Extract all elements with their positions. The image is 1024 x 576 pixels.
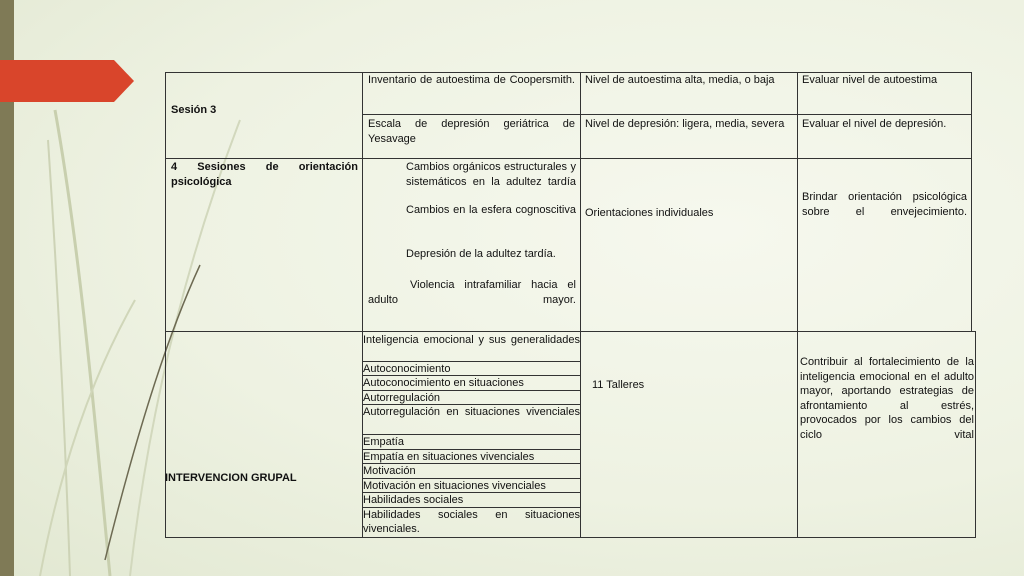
- orientation-purpose: Brindar orientación psicológica sobre el envejecimiento.: [802, 191, 967, 218]
- session3-row2-purpose: Evaluar el nivel de depresión.: [802, 118, 947, 130]
- session3-row1-purpose: Evaluar nivel de autoestima: [802, 74, 938, 86]
- group-topic-7: Empatía en situaciones vivenciales: [363, 451, 535, 463]
- group-topic-10: Habilidades sociales: [363, 494, 464, 506]
- orientation-label: 4 Sesiones de orientación psicológica: [171, 161, 358, 188]
- orientation-topic-1: Cambios orgánicos estructurales y sistemáticos en la adultez tardía: [406, 161, 576, 188]
- group-topic-3: Autoconocimiento en situaciones: [363, 377, 524, 389]
- orientation-result: Orientaciones individuales: [585, 207, 714, 219]
- orientation-topic-2: Cambios en la esfera cognoscitiva: [406, 204, 576, 216]
- group-topic-9: Motivación en situaciones vivenciales: [363, 480, 546, 492]
- session3-row2-result: Nivel de depresión: ligera, media, severa: [585, 118, 785, 130]
- group-topic-4: Autorregulación: [363, 392, 441, 404]
- session3-label: Sesión 3: [171, 104, 217, 116]
- group-result: 11 Talleres: [592, 379, 645, 391]
- group-topic-2: Autoconocimiento: [363, 363, 451, 375]
- group-topic-1: Inteligencia emocional y sus generalidades: [363, 334, 580, 346]
- group-topic-11: Habilidades sociales en situaciones vivenciales.: [363, 509, 580, 535]
- group-topic-6: Empatía: [363, 436, 404, 448]
- session3-row2-instrument: Escala de depresión geriátrica de Yesavage: [368, 118, 575, 145]
- group-topic-5: Autorregulación en situaciones vivenciales: [363, 406, 580, 418]
- session3-row1-result: Nivel de autoestima alta, media, o baja: [585, 74, 775, 86]
- group-topic-8: Motivación: [363, 465, 416, 477]
- decorative-grass-lines: [0, 0, 260, 576]
- orientation-topic-3: Depresión de la adultez tardía.: [406, 248, 556, 260]
- orientation-topic-4: Violencia intrafamiliar hacia el adulto mayor.: [368, 279, 576, 306]
- group-label: INTERVENCION GRUPAL: [165, 472, 297, 484]
- session3-row1-instrument: Inventario de autoestima de Coopersmith.: [368, 74, 575, 86]
- group-purpose: Contribuir al fortalecimiento de la inteligencia emocional en el adulto mayor, aportando estrategias de afrontamiento al estrés, provocados por los cambios del ciclo vital: [800, 356, 974, 441]
